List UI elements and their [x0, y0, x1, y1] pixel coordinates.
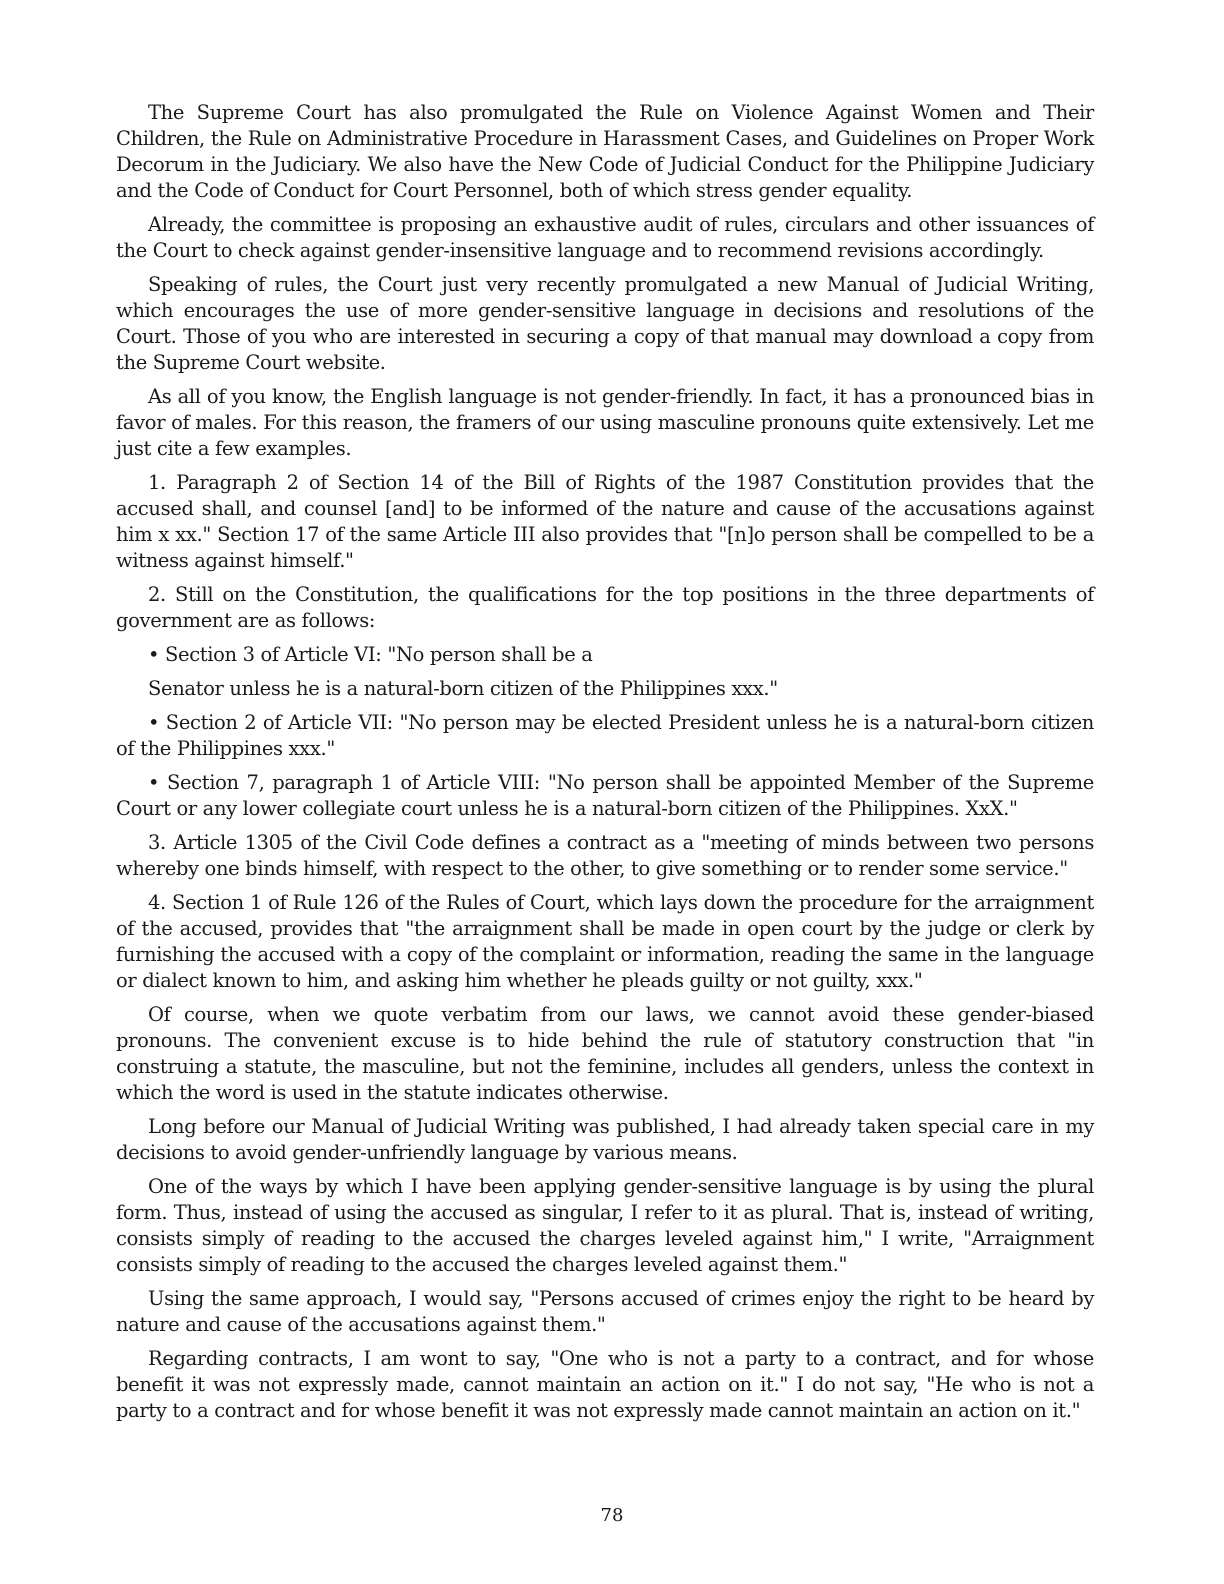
paragraph: Already, the committee is proposing an exhaustive audit of rules, circulars and other issuances of the Court to check against gender-insensitive language and to recommend revisions accordingly.: [116, 213, 1094, 262]
paragraph: Speaking of rules, the Court just very recently promulgated a new Manual of Judicial Writing, which encourages the use of more gender-sensitive language in decisions and resolutions of the Court. Those of you who are interested in securing a copy of that manual may download a copy from the Supreme Court website.: [116, 273, 1094, 374]
paragraph: Long before our Manual of Judicial Writing was published, I had already taken special care in my decisions to avoid gender-unfriendly language by various means.: [116, 1115, 1094, 1164]
list-item: 2. Still on the Constitution, the qualifications for the top positions in the three departments of government are as follows:: [116, 583, 1094, 632]
bullet-item: • Section 3 of Article VI: "No person shall be a: [148, 643, 593, 666]
page-body: [116, 100, 1094, 1432]
list-item: 4. Section 1 of Rule 126 of the Rules of Court, which lays down the procedure for the arraignment of the accused, provides that "the arraignment shall be made in open court by the judge or clerk by furnishing the accused with a copy of the complaint or information, reading the same in the language or dialect known to him, and asking him whether he pleads guilty or not guilty, xxx.": [116, 891, 1094, 992]
paragraph: One of the ways by which I have been applying gender-sensitive language is by using the plural form. Thus, instead of using the accused as singular, I refer to it as plural. That is, instead of writing, consists simply of reading to the accused the charges leveled against him," I write, "Arraignment consists simply of reading to the accused the charges leveled against them.": [116, 1175, 1094, 1276]
page-number: 78: [600, 1505, 624, 1526]
paragraph: Regarding contracts, I am wont to say, "One who is not a party to a contract, and for whose benefit it was not expressly made, cannot maintain an action on it." I do not say, "He who is not a party to a contract and for whose benefit it was not expressly made cannot maintain an action on it.": [116, 1347, 1094, 1422]
bullet-item: • Section 7, paragraph 1 of Article VIII: "No person shall be appointed Member of the Supreme Court or any lower collegiate court unless he is a natural-born citizen of the Philippines. XxX.": [116, 771, 1094, 820]
paragraph: As all of you know, the English language is not gender-friendly. In fact, it has a pronounced bias in favor of males. For this reason, the framers of our using masculine pronouns quite extensively. Let me just cite a few examples.: [116, 385, 1094, 460]
paragraph: Using the same approach, I would say, "Persons accused of crimes enjoy the right to be heard by nature and cause of the accusations against them.": [116, 1287, 1094, 1336]
bullet-item: • Section 2 of Article VII: "No person may be elected President unless he is a natural-born citizen of the Philippines xxx.": [116, 711, 1094, 760]
paragraph: Of course, when we quote verbatim from our laws, we cannot avoid these gender-biased pronouns. The convenient excuse is to hide behind the rule of statutory construction that "in construing a statute, the masculine, but not the feminine, includes all genders, unless the context in which the word is used in the statute indicates otherwise.: [116, 1003, 1094, 1104]
list-item: 1. Paragraph 2 of Section 14 of the Bill of Rights of the 1987 Constitution provides that the accused shall, and counsel [and] to be informed of the nature and cause of the accusations against him x xx." Section 17 of the same Article III also provides that "[n]o person shall be compelled to be a witness against himself.": [116, 471, 1094, 572]
paragraph: The Supreme Court has also promulgated the Rule on Violence Against Women and Their Children, the Rule on Administrative Procedure in Harassment Cases, and Guidelines on Proper Work Decorum in the Judiciary. We also have the New Code of Judicial Conduct for the Philippine Judiciary and the Code of Conduct for Court Personnel, both of which stress gender equality.: [116, 101, 1094, 202]
list-item: 3. Article 1305 of the Civil Code defines a contract as a "meeting of minds between two persons whereby one binds himself, with respect to the other, to give something or to render some service.": [116, 831, 1094, 880]
paragraph: Senator unless he is a natural-born citizen of the Philippines xxx.": [148, 677, 778, 700]
